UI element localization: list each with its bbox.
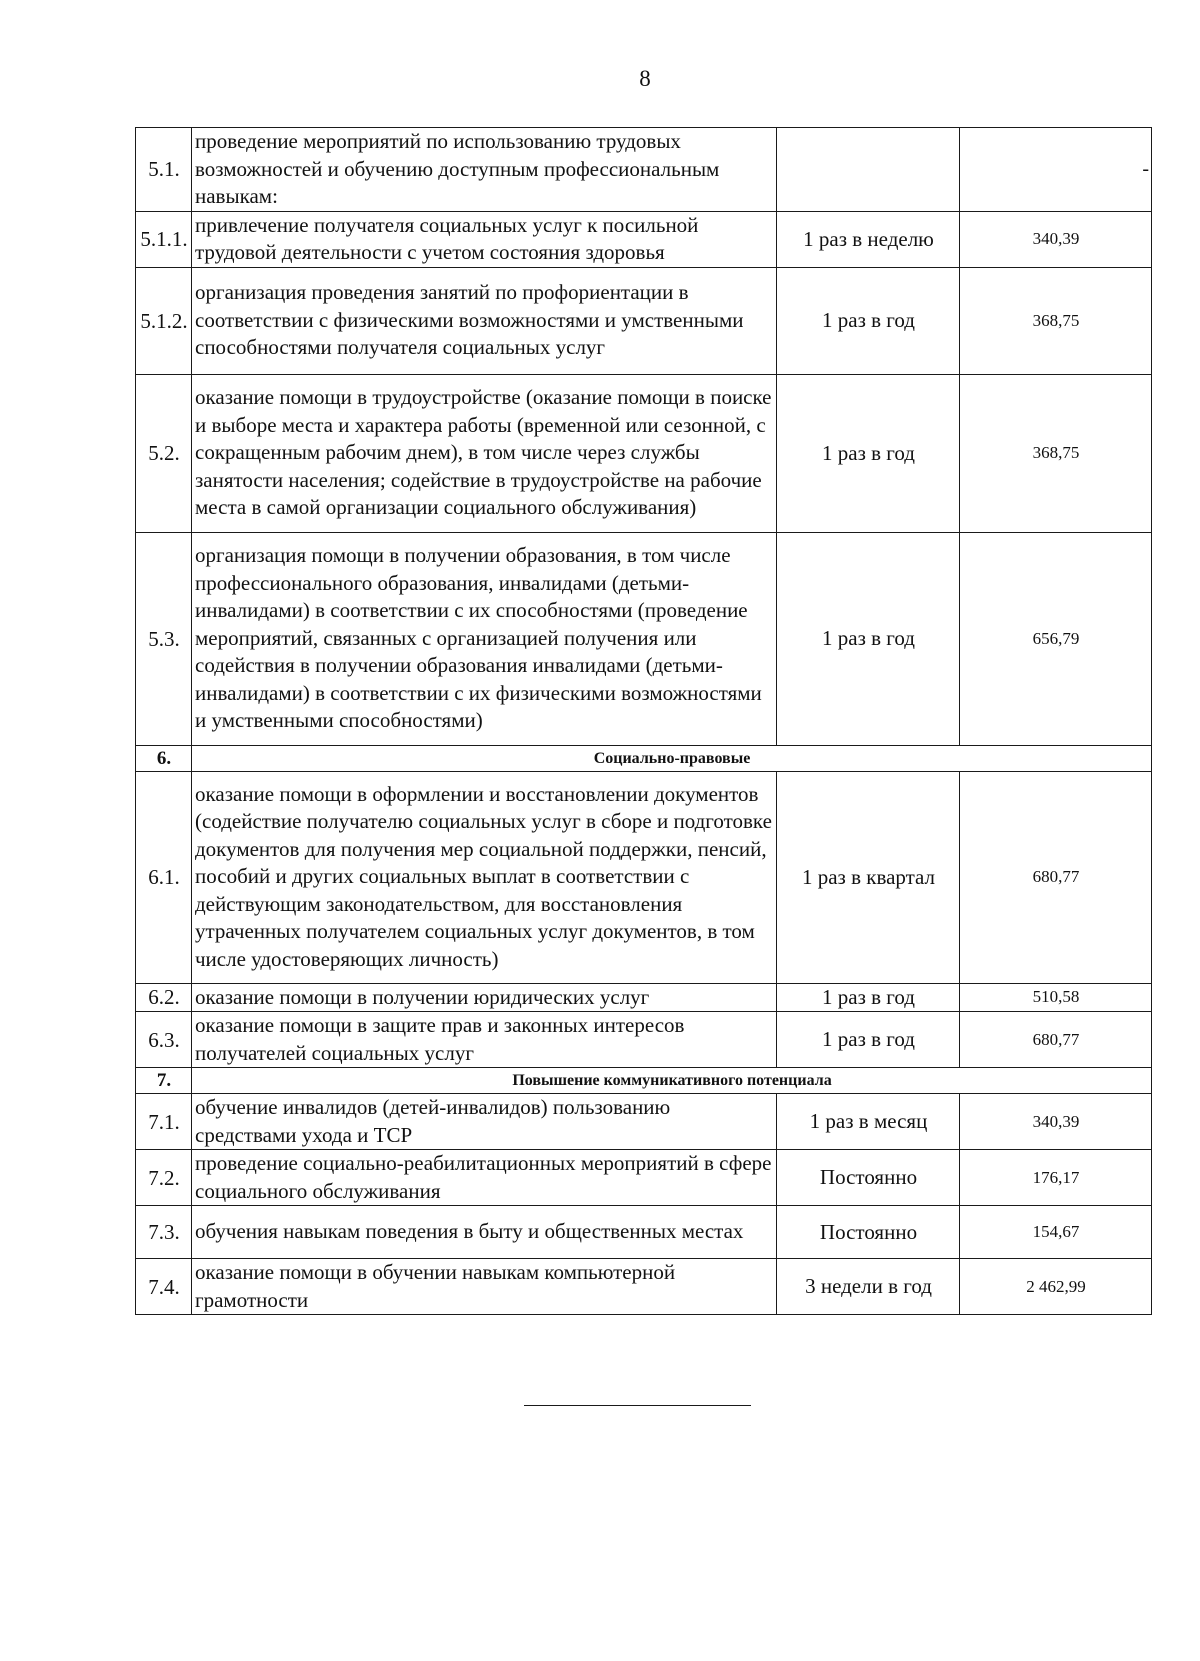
item-number: 6.1. [136,771,192,983]
item-number: 7.2. [136,1150,192,1206]
table-row [136,211,1152,267]
service-price: 340,39 [960,1094,1152,1150]
service-frequency: 1 раз в год [777,1012,960,1068]
table-row [136,1150,1152,1206]
service-price: 680,77 [960,771,1152,983]
service-price: 340,39 [960,211,1152,267]
service-description: проведение социально-реабилитационных мероприятий в сфере социального обслуживания [192,1150,777,1206]
item-number: 5.1.2. [136,267,192,374]
item-number: 7.1. [136,1094,192,1150]
service-frequency: 1 раз в год [777,374,960,532]
service-price: 154,67 [960,1206,1152,1259]
service-frequency: Постоянно [777,1150,960,1206]
item-number: 7.4. [136,1259,192,1315]
table-row [136,983,1152,1012]
section-number: 6. [136,745,192,771]
service-price: 656,79 [960,532,1152,745]
service-frequency: 1 раз в неделю [777,211,960,267]
service-description: оказание помощи в получении юридических услуг [192,983,777,1012]
service-description: организация помощи в получении образования, в том числе профессионального образования, инвалидами (детьми-инвалидами) в соответствии с их способностями (проведение мероприятий, связанных с организацией получения или содействия в получении образования инвалидами (детьми-инвалидами) в соответствии с их физическими возможностями и умственными способностями) [192,532,777,745]
service-price: 368,75 [960,374,1152,532]
item-number: 5.2. [136,374,192,532]
table-row [136,374,1152,532]
item-number: 5.1. [136,128,192,212]
page-number: 8 [639,66,651,91]
table-row [136,532,1152,745]
service-description: оказание помощи в обучении навыкам компьютерной грамотности [192,1259,777,1315]
end-divider-line [524,1405,751,1406]
service-description: оказание помощи в защите прав и законных интересов получателей социальных услуг [192,1012,777,1068]
services-table [135,127,1152,1315]
service-price: 176,17 [960,1150,1152,1206]
service-price: 2 462,99 [960,1259,1152,1315]
item-number: 5.3. [136,532,192,745]
service-frequency: 1 раз в год [777,267,960,374]
item-number: 7.3. [136,1206,192,1259]
section-title: Повышение коммуникативного потенциала [192,1068,1152,1094]
service-frequency: 3 недели в год [777,1259,960,1315]
item-number: 6.3. [136,1012,192,1068]
service-price: 368,75 [960,267,1152,374]
table-row [136,1094,1152,1150]
section-header-row [136,1068,1152,1094]
section-title: Социально-правовые [192,745,1152,771]
service-frequency: 1 раз в квартал [777,771,960,983]
section-number: 7. [136,1068,192,1094]
table-row [136,267,1152,374]
service-price: 680,77 [960,1012,1152,1068]
service-description: организация проведения занятий по профориентации в соответствии с физическими возможностями и умственными способностями получателя социальных услуг [192,267,777,374]
item-number: 5.1.1. [136,211,192,267]
service-frequency: 1 раз в месяц [777,1094,960,1150]
item-number: 6.2. [136,983,192,1012]
table-row [136,1259,1152,1315]
section-header-row [136,745,1152,771]
service-description: оказание помощи в оформлении и восстановлении документов (содействие получателю социальных услуг в сборе и подготовке документов для получения мер социальной поддержки, пенсий, пособий и других социальных выплат в соответствии с действующим законодательством, для восстановления утраченных получателем социальных услуг документов, в том числе удостоверяющих личность) [192,771,777,983]
table-row [136,128,1152,212]
service-price: - [960,128,1152,212]
table-row [136,771,1152,983]
service-price: 510,58 [960,983,1152,1012]
service-description: обучение инвалидов (детей-инвалидов) пользованию средствами ухода и ТСР [192,1094,777,1150]
service-description: обучения навыкам поведения в быту и общественных местах [192,1206,777,1259]
table-row [136,1206,1152,1259]
service-frequency: 1 раз в год [777,532,960,745]
services-table-body [136,128,1152,1315]
table-row [136,1012,1152,1068]
service-frequency [777,128,960,212]
service-frequency: Постоянно [777,1206,960,1259]
service-description: проведение мероприятий по использованию трудовых возможностей и обучению доступным профессиональным навыкам: [192,128,777,212]
service-frequency: 1 раз в год [777,983,960,1012]
service-description: привлечение получателя социальных услуг к посильной трудовой деятельности с учетом состояния здоровья [192,211,777,267]
service-description: оказание помощи в трудоустройстве (оказание помощи в поиске и выборе места и характера работы (временной или сезонной, с сокращенным рабочим днем), в том числе через службы занятости населения; содействие в трудоустройстве на рабочие места в самой организации социального обслуживания) [192,374,777,532]
